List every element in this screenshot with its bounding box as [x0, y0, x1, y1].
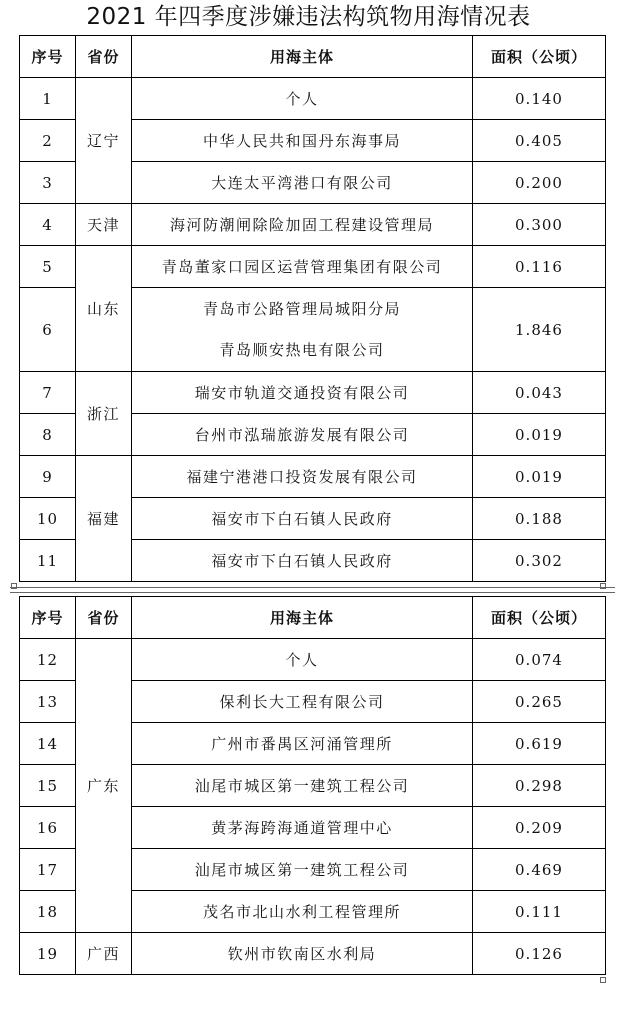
- area-cell: 0.140: [473, 78, 606, 120]
- area-cell: 0.188: [473, 498, 606, 540]
- header-row: [20, 36, 606, 78]
- entity-cell: 个人: [132, 639, 473, 681]
- entity-cell: 青岛董家口园区运营管理集团有限公司: [132, 246, 473, 288]
- seq-cell: 19: [20, 933, 76, 975]
- page-title: 2021 年四季度涉嫌违法构筑物用海情况表: [86, 4, 531, 30]
- area-cell: 0.469: [473, 849, 606, 891]
- header-province: 省份: [76, 597, 132, 639]
- page-corner-mark: [600, 583, 606, 589]
- area-cell: 0.619: [473, 723, 606, 765]
- entity-cell: 茂名市北山水利工程管理所: [132, 891, 473, 933]
- seq-cell: 8: [20, 414, 76, 456]
- province-cell: 广东: [76, 639, 132, 933]
- seq-cell: 15: [20, 765, 76, 807]
- seq-cell: 18: [20, 891, 76, 933]
- entity-cell: 福建宁港港口投资发展有限公司: [132, 456, 473, 498]
- area-cell: 0.111: [473, 891, 606, 933]
- entity-cell: 保利长大工程有限公司: [132, 681, 473, 723]
- area-cell: 0.043: [473, 372, 606, 414]
- area-cell: 0.074: [473, 639, 606, 681]
- area-cell: 0.126: [473, 933, 606, 975]
- seq-cell: 14: [20, 723, 76, 765]
- data-table-part-1: [19, 35, 606, 582]
- area-cell: 0.298: [473, 765, 606, 807]
- table-row: [20, 78, 606, 120]
- page-corner-mark: [600, 977, 606, 983]
- seq-cell: 5: [20, 246, 76, 288]
- table-row: [20, 456, 606, 498]
- entity-cell: 海河防潮闸除险加固工程建设管理局: [132, 204, 473, 246]
- seq-cell: 6: [20, 288, 76, 372]
- table-row: [20, 933, 606, 975]
- seq-cell: 13: [20, 681, 76, 723]
- area-cell: 0.405: [473, 120, 606, 162]
- data-table-part-2: [19, 596, 606, 975]
- entity-cell: 大连太平湾港口有限公司: [132, 162, 473, 204]
- area-cell: 0.302: [473, 540, 606, 582]
- seq-cell: 11: [20, 540, 76, 582]
- seq-cell: 9: [20, 456, 76, 498]
- entity-cell: 福安市下白石镇人民政府: [132, 498, 473, 540]
- seq-cell: 7: [20, 372, 76, 414]
- entity-cell: [132, 288, 473, 372]
- seq-cell: 1: [20, 78, 76, 120]
- entity-cell: 黄茅海跨海通道管理中心: [132, 807, 473, 849]
- province-cell: 山东: [76, 246, 132, 372]
- table-row: [20, 372, 606, 414]
- seq-cell: 16: [20, 807, 76, 849]
- page-corner-mark: [11, 583, 17, 589]
- seq-cell: 4: [20, 204, 76, 246]
- header-province: 省份: [76, 36, 132, 78]
- province-cell: 天津: [76, 204, 132, 246]
- header-area: 面积（公顷）: [473, 36, 606, 78]
- entity-cell: 汕尾市城区第一建筑工程公司: [132, 765, 473, 807]
- entity-cell: 台州市泓瑞旅游发展有限公司: [132, 414, 473, 456]
- seq-cell: 2: [20, 120, 76, 162]
- entity-cell: 广州市番禺区河涌管理所: [132, 723, 473, 765]
- area-cell: 0.300: [473, 204, 606, 246]
- province-cell: 浙江: [76, 372, 132, 456]
- header-seq: 序号: [20, 597, 76, 639]
- entity-cell: 瑞安市轨道交通投资有限公司: [132, 372, 473, 414]
- entity-line-1: 青岛市公路管理局城阳分局: [202, 299, 401, 318]
- entity-cell: 福安市下白石镇人民政府: [132, 540, 473, 582]
- area-cell: 1.846: [473, 288, 606, 372]
- province-cell: 辽宁: [76, 78, 132, 204]
- table-row: [20, 639, 606, 681]
- header-entity: 用海主体: [132, 36, 473, 78]
- header-entity: 用海主体: [132, 597, 473, 639]
- entity-cell: 钦州市钦南区水利局: [132, 933, 473, 975]
- province-cell: 广西: [76, 933, 132, 975]
- entity-line-2: 青岛顺安热电有限公司: [219, 340, 385, 359]
- header-row: [20, 597, 606, 639]
- page-break-separator: [10, 587, 615, 593]
- seq-cell: 10: [20, 498, 76, 540]
- area-cell: 0.116: [473, 246, 606, 288]
- area-cell: 0.209: [473, 807, 606, 849]
- entity-cell: 汕尾市城区第一建筑工程公司: [132, 849, 473, 891]
- area-cell: 0.200: [473, 162, 606, 204]
- table-row: [20, 246, 606, 288]
- entity-cell: 中华人民共和国丹东海事局: [132, 120, 473, 162]
- entity-cell: 个人: [132, 78, 473, 120]
- area-cell: 0.019: [473, 456, 606, 498]
- header-area: 面积（公顷）: [473, 597, 606, 639]
- seq-cell: 17: [20, 849, 76, 891]
- area-cell: 0.019: [473, 414, 606, 456]
- table-row: [20, 204, 606, 246]
- area-cell: 0.265: [473, 681, 606, 723]
- seq-cell: 12: [20, 639, 76, 681]
- seq-cell: 3: [20, 162, 76, 204]
- province-cell: 福建: [76, 456, 132, 582]
- header-seq: 序号: [20, 36, 76, 78]
